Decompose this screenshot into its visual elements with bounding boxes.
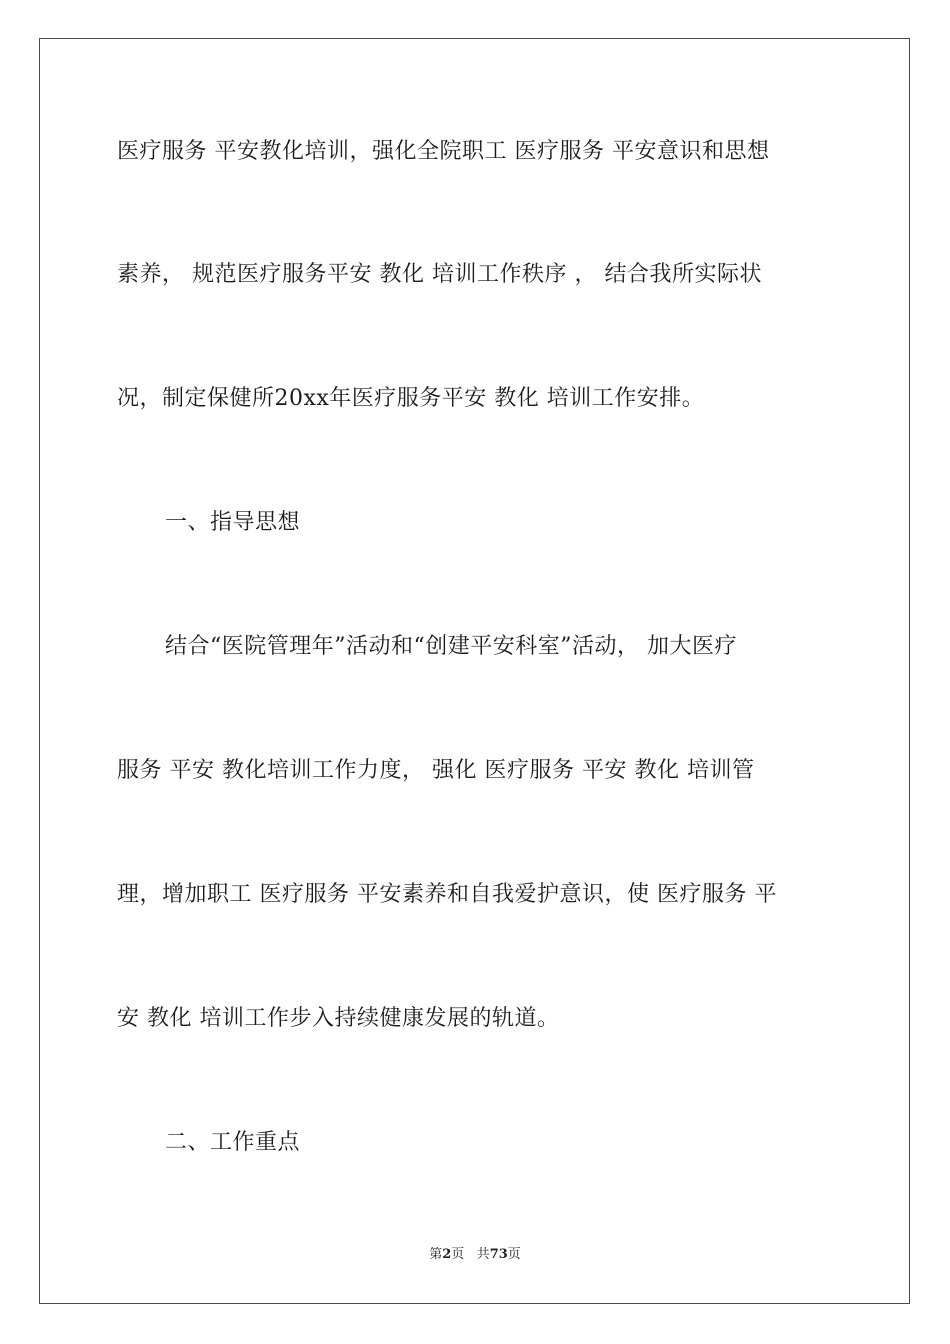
body-text-line-7: 安 教化 培训工作步入持续健康发展的轨道。 bbox=[117, 1006, 560, 1031]
footer-page-prefix: 第 bbox=[429, 1247, 443, 1262]
footer-total-prefix: 共 bbox=[476, 1247, 490, 1262]
body-text-line-2: 素养， 规范医疗服务平安 教化 培训工作秩序 ， 结合我所实际状 bbox=[117, 262, 762, 287]
page-border bbox=[39, 38, 910, 1304]
section-heading-2: 二、工作重点 bbox=[165, 1130, 301, 1155]
footer-page-suffix: 页 bbox=[451, 1247, 465, 1262]
page-footer bbox=[0, 1246, 950, 1264]
body-text-line-5: 服务 平安 教化培训工作力度， 强化 医疗服务 平安 教化 培训管 bbox=[117, 758, 755, 783]
body-text-line-4: 结合“医院管理年”活动和“创建平安科室”活动， 加大医疗 bbox=[165, 634, 737, 659]
footer-total-number: 73 bbox=[489, 1247, 508, 1262]
section-heading-1: 一、指导思想 bbox=[165, 510, 301, 535]
footer-page-number: 2 bbox=[442, 1247, 452, 1262]
body-text-line-1: 医疗服务 平安教化培训，强化全院职工 医疗服务 平安意识和思想 bbox=[117, 139, 770, 164]
body-text-line-3: 况，制定保健所20xx年医疗服务平安 教化 培训工作安排。 bbox=[117, 386, 705, 411]
footer-total-suffix: 页 bbox=[507, 1247, 521, 1262]
body-text-line-6: 理，增加职工 医疗服务 平安素养和自我爱护意识，使 医疗服务 平 bbox=[117, 882, 777, 907]
